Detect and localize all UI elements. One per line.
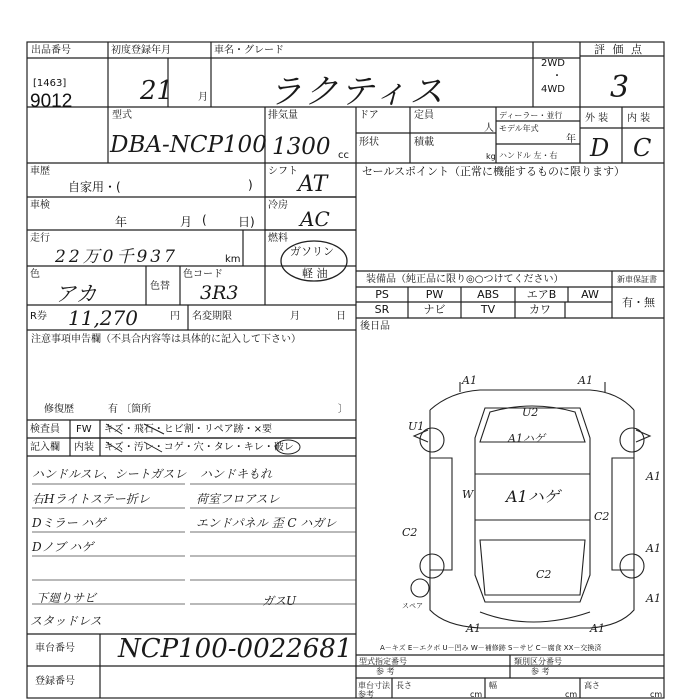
interior-grade: C	[633, 134, 652, 162]
model-year-label: モデル年式	[499, 124, 539, 133]
exterior-label: 外 装	[585, 113, 609, 124]
mark-c2-rear: C2	[536, 568, 552, 581]
chassis-value: NCP100-0022681	[118, 634, 353, 664]
drive-dot: ・	[552, 71, 562, 82]
door-label: ドア	[359, 110, 379, 121]
warranty-label: 新車保証書	[617, 275, 657, 284]
length-label: 長さ	[396, 681, 412, 690]
equip-aw: AW	[581, 288, 599, 301]
first-reg-label: 初度登録年月	[111, 45, 171, 56]
fuel-diesel: 軽 油	[302, 267, 328, 280]
mark-a1-front-left: A1	[462, 374, 477, 387]
warranty-value: 有・無	[622, 296, 655, 309]
recycle-value: 11,270	[68, 306, 138, 330]
recycle-label: R券	[30, 311, 47, 322]
entry-label: 記入欄	[30, 442, 60, 453]
equip-sr: SR	[374, 303, 390, 316]
fw-items: キズ・飛石・ヒビ割・リペア跡・×要	[104, 424, 272, 435]
interior-label: 内 装	[627, 113, 651, 124]
color-code-value: 3R3	[200, 282, 239, 304]
equip-pw: PW	[425, 288, 444, 301]
repair-label: 修復歴	[44, 404, 74, 415]
inspection-month: 月	[180, 215, 193, 229]
chassis-label: 車台番号	[35, 643, 75, 654]
category-label: 類別区分番号	[514, 657, 562, 666]
notes-label: 注意事項申告欄（不具合内容等は具体的に記入して下さい）	[31, 334, 301, 345]
displacement-value: 1300	[272, 134, 331, 160]
width-cm: cm	[565, 690, 578, 699]
equip-leather: カワ	[529, 303, 551, 316]
expire-day: 日	[336, 311, 346, 322]
mark-u2-hood: U2	[522, 406, 539, 419]
fw-label: FW	[76, 424, 92, 435]
height-label: 高さ	[584, 681, 600, 690]
yen-unit: 円	[170, 311, 180, 322]
ac-label: 冷房	[268, 200, 288, 211]
mileage-value: 22万0千937	[55, 247, 178, 267]
equip-tv: TV	[480, 303, 496, 316]
ac-value: AC	[300, 207, 330, 231]
height-cm: cm	[650, 690, 663, 699]
person-unit: 人	[484, 123, 494, 134]
inspector-handmarks	[100, 420, 356, 456]
color-value: アカ	[55, 282, 97, 306]
mark-w-left: W	[462, 488, 474, 501]
remark-right-2: 荷室フロアスレ	[196, 492, 280, 506]
mark-a1-bumper-left: A1	[466, 622, 481, 635]
inspection-open: (	[202, 213, 207, 227]
mark-a1-hage-roof: A1ハゲ	[508, 432, 545, 445]
lot-number: 9012	[30, 91, 73, 112]
size-label: 車台寸法参考	[358, 681, 390, 699]
shift-label: シフト	[268, 166, 298, 177]
name-expire-label: 名変期限	[192, 311, 232, 322]
remark-left-1: ハンドルスレ、シートガスレ	[32, 467, 187, 481]
remark-left-3: Dミラー ハゲ	[32, 516, 106, 530]
inspection-day: 日)	[238, 215, 255, 229]
displacement-label: 排気量	[268, 110, 298, 121]
mark-a1-bumper-mid: A1	[590, 622, 605, 635]
inspection-label: 車検	[30, 200, 50, 211]
load-label: 積載	[414, 137, 434, 148]
spare-label: スペア	[402, 602, 423, 610]
handle-label: ハンドル 左・右	[499, 151, 558, 160]
year-unit: 年	[566, 134, 576, 145]
model-value: DBA-NCP100	[110, 132, 267, 158]
damage-legend: A－キズ E－エクボ U－凹み W－補修跡 S－サビ C－腐食 XX－交換済	[380, 644, 602, 652]
color-change-label: 色替	[150, 281, 170, 292]
model-label: 型式	[112, 110, 132, 121]
interior-items: キズ・汚レ・コゲ・穴・タレ・キレ・破レ	[104, 442, 294, 453]
width-label: 幅	[489, 681, 497, 690]
remark-right-4: ガスU	[262, 594, 297, 608]
length-cm: cm	[470, 690, 483, 699]
drive-4wd: 4WD	[541, 84, 565, 95]
first-reg-value: 21	[140, 76, 174, 106]
remark-right-3: エンドパネル 歪 C ハガレ	[196, 516, 337, 530]
mark-a1-front-right: A1	[578, 374, 593, 387]
mark-a1-right: A1	[646, 470, 661, 483]
equip-airbag: エアB	[526, 288, 557, 301]
car-name: ラクティス	[268, 72, 446, 112]
fuel-label: 燃料	[268, 233, 288, 244]
dealer-label: ディーラー・並行	[499, 111, 563, 120]
history-label: 車歴	[30, 166, 50, 177]
drive-2wd: 2WD	[541, 58, 565, 69]
km-unit: km	[225, 254, 241, 265]
category-reference: 参 考	[531, 667, 550, 676]
month-unit: 月	[198, 92, 208, 103]
history-close: )	[248, 178, 253, 192]
mark-c2-left: C2	[402, 526, 418, 539]
car-damage-diagram	[390, 370, 670, 650]
capacity-label: 定員	[414, 110, 434, 121]
equipment-label: 装備品（純正品に限り◎○つけてください）	[366, 274, 564, 285]
remark-right-1: ハンドキもれ	[200, 467, 273, 481]
mark-a1-bumper-right: A1	[646, 592, 661, 605]
equip-navi: ナビ	[423, 303, 446, 316]
remark-left-2: 右Hライトステー折レ	[32, 492, 150, 506]
lot-label: 出品番号	[31, 45, 71, 56]
expire-month: 月	[290, 311, 300, 322]
repair-close: 〕	[338, 404, 348, 415]
remark-left-4: Dノブ ハゲ	[32, 540, 94, 554]
mark-c2-right: C2	[594, 510, 610, 523]
color-label: 色	[30, 269, 40, 280]
repair-value: 有 〔箇所	[108, 404, 152, 415]
equip-abs: ABS	[477, 288, 499, 301]
lot-code: [1463]	[33, 78, 67, 89]
remark-left-6: スタッドレス	[30, 614, 102, 628]
color-code-label: 色コード	[183, 269, 223, 280]
exterior-grade: D	[590, 134, 610, 162]
shift-value: AT	[298, 172, 328, 197]
score-label: 評 価 点	[594, 43, 644, 56]
mark-a1-hage-center: A1ハゲ	[506, 487, 560, 506]
mark-u1-left: U1	[408, 420, 425, 433]
name-label: 車名・グレード	[214, 45, 284, 56]
score-value: 3	[610, 70, 630, 105]
history-value: 自家用・(	[68, 180, 121, 194]
registration-label: 登録番号	[35, 676, 75, 687]
remark-left-5: 下廻りサビ	[36, 591, 97, 605]
equip-ps: PS	[375, 288, 389, 301]
inspection-year: 年	[115, 215, 128, 229]
shape-label: 形状	[359, 137, 379, 148]
designation-label: 型式指定番号	[359, 657, 407, 666]
mileage-label: 走行	[30, 233, 50, 244]
interior-check-label: 内装	[74, 442, 94, 453]
cc-unit: cc	[338, 150, 349, 161]
sales-point-label: セールスポイント（正常に機能するものに限ります）	[362, 165, 626, 178]
inspector-label: 検査員	[30, 424, 60, 435]
fuel-gasoline: ガソリン	[290, 245, 334, 258]
designation-reference: 参 考	[376, 667, 395, 676]
kg-unit: kg	[486, 152, 496, 161]
post-install-label: 後日品	[360, 321, 390, 332]
mark-a1-rear-right: A1	[646, 542, 661, 555]
